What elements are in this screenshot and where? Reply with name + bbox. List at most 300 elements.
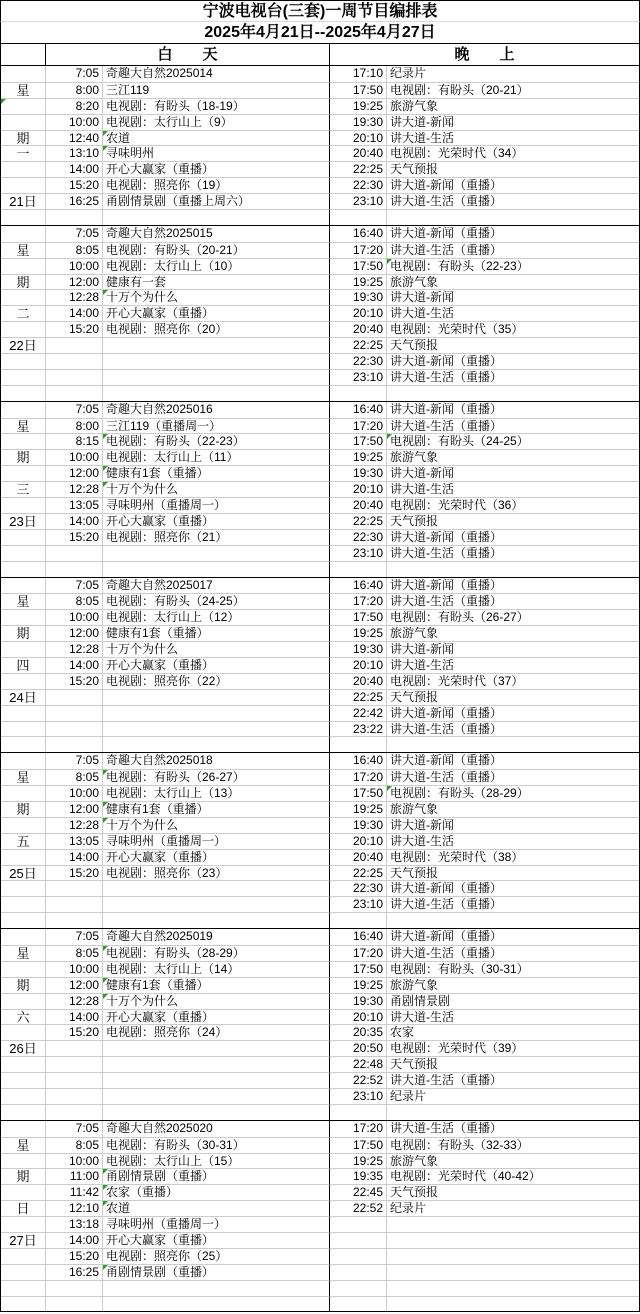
daytime-time-cell bbox=[46, 705, 103, 721]
evening-program-cell: 讲大道-新闻（重播） bbox=[387, 353, 639, 369]
daytime-time-cell: 8:05 bbox=[46, 1137, 103, 1153]
daytime-program-cell: 奇趣大自然2025014 bbox=[103, 66, 330, 82]
evening-program-cell bbox=[387, 209, 639, 225]
weekday-label-cell bbox=[1, 1280, 46, 1296]
daytime-time-cell: 12:00 bbox=[46, 801, 103, 817]
daytime-program-cell: 电视剧：有盼头（28-29） bbox=[103, 945, 330, 961]
evening-time-cell: 17:20 bbox=[330, 242, 387, 258]
daytime-time-cell bbox=[46, 912, 103, 928]
evening-program-cell: 旅游气象 bbox=[387, 977, 639, 993]
daytime-time-cell: 14:00 bbox=[46, 513, 103, 529]
daytime-time-cell: 8:00 bbox=[46, 82, 103, 98]
daytime-time-cell: 12:00 bbox=[46, 274, 103, 290]
daytime-program-cell: 开心大赢家（重播） bbox=[103, 1009, 330, 1025]
daytime-program-cell: 奇趣大自然2025020 bbox=[103, 1121, 330, 1137]
daytime-program-cell: 电视剧：太行山上（14） bbox=[103, 961, 330, 977]
evening-time-cell: 20:10 bbox=[330, 305, 387, 321]
evening-program-cell: 天气预报 bbox=[387, 865, 639, 881]
weekday-label-cell: 21日 bbox=[1, 193, 46, 209]
evening-program-cell: 讲大道-生活（重播） bbox=[387, 242, 639, 258]
weekday-label-cell: 星 bbox=[1, 593, 46, 609]
evening-time-cell: 22:52 bbox=[330, 1072, 387, 1088]
daytime-program-cell bbox=[103, 1056, 330, 1072]
daytime-time-cell: 15:20 bbox=[46, 1248, 103, 1264]
evening-program-cell bbox=[387, 1264, 639, 1280]
weekday-label-cell bbox=[1, 705, 46, 721]
daytime-program-cell: 电视剧：太行山上（10） bbox=[103, 258, 330, 274]
evening-time-cell: 20:10 bbox=[330, 833, 387, 849]
daytime-program-cell bbox=[103, 912, 330, 928]
weekday-label-cell: 23日 bbox=[1, 513, 46, 529]
evening-program-cell: 讲大道-生活 bbox=[387, 130, 639, 146]
daytime-program-cell: 开心大赢家（重播） bbox=[103, 657, 330, 673]
evening-program-cell: 讲大道-生活（重播） bbox=[387, 896, 639, 912]
daytime-program-cell: 电视剧：照亮你（19） bbox=[103, 177, 330, 193]
daytime-time-cell bbox=[46, 545, 103, 561]
evening-time-cell bbox=[330, 1104, 387, 1120]
evening-time-cell: 20:40 bbox=[330, 145, 387, 161]
daytime-time-cell bbox=[46, 337, 103, 353]
evening-time-cell: 17:20 bbox=[330, 1121, 387, 1137]
weekday-label-cell bbox=[1, 161, 46, 177]
daytime-program-cell bbox=[103, 1072, 330, 1088]
evening-time-cell: 19:25 bbox=[330, 449, 387, 465]
weekday-label-cell bbox=[1, 896, 46, 912]
evening-program-cell: 电视剧：有盼头（26-27） bbox=[387, 609, 639, 625]
daytime-time-cell: 8:05 bbox=[46, 242, 103, 258]
evening-time-cell: 20:10 bbox=[330, 130, 387, 146]
evening-program-cell: 讲大道-生活（重播） bbox=[387, 193, 639, 209]
weekday-label-cell: 26日 bbox=[1, 1040, 46, 1056]
daytime-time-cell: 14:00 bbox=[46, 1009, 103, 1025]
daytime-time-cell: 7:05 bbox=[46, 226, 103, 242]
daytime-time-cell bbox=[46, 369, 103, 385]
daytime-program-cell: 寻味明州（重播周一） bbox=[103, 1216, 330, 1232]
daytime-program-cell: 电视剧：照亮你（21） bbox=[103, 529, 330, 545]
daytime-program-cell: 电视剧：有盼头（18-19） bbox=[103, 98, 330, 114]
daytime-program-cell bbox=[103, 353, 330, 369]
evening-program-cell: 讲大道-生活（重播） bbox=[390, 1120, 502, 1135]
weekday-label-cell bbox=[1, 465, 46, 481]
daytime-program-cell: 电视剧：有盼头（20-21） bbox=[103, 242, 330, 258]
evening-time-cell: 19:30 bbox=[330, 114, 387, 130]
evening-program-cell: 旅游气象 bbox=[387, 1153, 639, 1169]
weekday-label-cell: 期 bbox=[1, 274, 46, 290]
evening-program-cell: 天气预报 bbox=[387, 337, 639, 353]
evening-time-cell: 22:30 bbox=[330, 880, 387, 896]
daytime-time-cell: 12:10 bbox=[46, 1200, 103, 1216]
evening-time-cell: 17:50 bbox=[330, 785, 387, 801]
weekday-label-cell bbox=[1, 578, 46, 594]
evening-time-cell: 16:40 bbox=[330, 402, 387, 418]
daytime-time-cell: 12:28 bbox=[46, 289, 103, 305]
evening-time-cell: 22:30 bbox=[330, 529, 387, 545]
evening-time-cell: 22:52 bbox=[330, 1200, 387, 1216]
evening-program-cell bbox=[387, 1296, 639, 1312]
daytime-program-cell: 电视剧：有盼头（26-27） bbox=[103, 769, 330, 785]
weekday-label-cell bbox=[1, 289, 46, 305]
weekday-label-cell bbox=[1, 1216, 46, 1232]
weekday-label-cell bbox=[1, 1024, 46, 1040]
daytime-time-cell: 7:05 bbox=[46, 753, 103, 769]
daytime-program-cell: 开心大赢家（重播） bbox=[103, 1232, 330, 1248]
evening-program-cell: 电视剧：光荣时代（37） bbox=[387, 673, 639, 689]
weekday-label-cell: 期 bbox=[1, 1168, 46, 1184]
weekday-label-cell bbox=[1, 1056, 46, 1072]
daytime-time-cell: 12:00 bbox=[46, 465, 103, 481]
evening-program-cell: 讲大道-生活 bbox=[387, 481, 639, 497]
evening-time-cell: 23:22 bbox=[330, 721, 387, 737]
evening-program-cell: 讲大道-生活（重播） bbox=[387, 945, 639, 961]
evening-time-cell: 20:10 bbox=[330, 1009, 387, 1025]
evening-program-cell: 旅游气象 bbox=[387, 449, 639, 465]
daytime-time-cell: 10:00 bbox=[46, 449, 103, 465]
weekday-label-cell bbox=[1, 817, 46, 833]
daytime-program-cell: 三江119 bbox=[103, 82, 330, 98]
daytime-program-cell: 健康有1套（重播） bbox=[103, 625, 330, 641]
evening-program-cell bbox=[387, 561, 639, 577]
daytime-program-cell bbox=[103, 337, 330, 353]
evening-time-cell: 22:25 bbox=[330, 337, 387, 353]
daytime-time-cell bbox=[46, 689, 103, 705]
evening-time-cell: 19:25 bbox=[330, 625, 387, 641]
evening-program-cell: 讲大道-新闻 bbox=[387, 465, 639, 481]
evening-time-cell bbox=[330, 1264, 387, 1280]
daytime-time-cell bbox=[46, 721, 103, 737]
evening-program-cell: 讲大道-新闻（重播） bbox=[390, 401, 502, 416]
daytime-program-cell bbox=[103, 736, 330, 752]
daytime-time-cell: 12:00 bbox=[46, 625, 103, 641]
daytime-time-cell: 15:20 bbox=[46, 673, 103, 689]
evening-time-cell: 23:10 bbox=[330, 1088, 387, 1104]
evening-program-cell: 电视剧：光荣时代（40-42） bbox=[387, 1168, 639, 1184]
daytime-time-cell bbox=[46, 1104, 103, 1120]
evening-time-cell: 19:30 bbox=[330, 641, 387, 657]
daytime-program-cell: 开心大赢家（重播） bbox=[103, 161, 330, 177]
evening-program-cell: 讲大道-生活（重播） bbox=[387, 593, 639, 609]
evening-time-cell: 23:10 bbox=[330, 369, 387, 385]
weekday-label-cell bbox=[1, 226, 46, 242]
weekday-label-cell: 24日 bbox=[1, 689, 46, 705]
evening-time-cell: 17:10 bbox=[330, 66, 387, 82]
daytime-time-cell: 12:00 bbox=[46, 977, 103, 993]
weekday-label-cell bbox=[1, 209, 46, 225]
evening-time-cell: 19:25 bbox=[330, 98, 387, 114]
daytime-program-cell: 电视剧：照亮你（23） bbox=[103, 865, 330, 881]
evening-program-cell: 天气预报 bbox=[387, 1184, 639, 1200]
daytime-time-cell: 14:00 bbox=[46, 305, 103, 321]
evening-time-cell: 22:25 bbox=[330, 689, 387, 705]
daytime-program-cell: 农家（重播） bbox=[103, 1184, 330, 1200]
day-block-26日 bbox=[0, 929, 640, 1121]
daytime-program-cell: 电视剧：有盼头（22-23） bbox=[103, 433, 330, 449]
evening-time-cell: 23:10 bbox=[330, 193, 387, 209]
weekday-label-cell bbox=[1, 1153, 46, 1169]
daytime-time-cell: 15:20 bbox=[46, 529, 103, 545]
daytime-program-cell bbox=[103, 1104, 330, 1120]
evening-program-cell: 旅游气象 bbox=[387, 625, 639, 641]
weekday-label-cell: 27日 bbox=[1, 1232, 46, 1248]
evening-program-cell: 讲大道-新闻 bbox=[387, 114, 639, 130]
daytime-time-cell: 10:00 bbox=[46, 961, 103, 977]
weekday-label-cell bbox=[1, 1264, 46, 1280]
daytime-time-cell bbox=[46, 1072, 103, 1088]
daytime-time-cell: 11:42 bbox=[46, 1184, 103, 1200]
daytime-program-cell bbox=[103, 880, 330, 896]
daytime-program-cell: 甬剧情景剧（重播） bbox=[103, 1168, 330, 1184]
evening-time-cell bbox=[330, 1280, 387, 1296]
evening-time-cell: 23:10 bbox=[330, 896, 387, 912]
daytime-program-cell bbox=[103, 1040, 330, 1056]
evening-time-cell: 17:20 bbox=[330, 769, 387, 785]
evening-time-cell: 19:30 bbox=[330, 817, 387, 833]
evening-time-cell: 20:40 bbox=[330, 321, 387, 337]
weekday-label-cell bbox=[1, 1088, 46, 1104]
evening-time-cell: 17:20 bbox=[330, 593, 387, 609]
weekday-label-cell bbox=[1, 912, 46, 928]
daytime-program-cell bbox=[103, 561, 330, 577]
evening-program-cell: 电视剧：光荣时代（35） bbox=[387, 321, 639, 337]
schedule-body bbox=[0, 66, 640, 1312]
weekday-label-cell bbox=[1, 433, 46, 449]
daytime-time-cell: 16:25 bbox=[46, 1264, 103, 1280]
daytime-time-cell bbox=[46, 209, 103, 225]
daytime-program-cell bbox=[103, 1088, 330, 1104]
weekday-label-cell bbox=[1, 561, 46, 577]
evening-program-cell: 天气预报 bbox=[387, 1056, 639, 1072]
evening-time-cell: 22:42 bbox=[330, 705, 387, 721]
daytime-time-cell: 12:28 bbox=[46, 817, 103, 833]
daytime-time-cell bbox=[46, 1088, 103, 1104]
weekday-label-cell bbox=[1, 753, 46, 769]
evening-program-cell bbox=[387, 736, 639, 752]
daytime-time-cell: 7:05 bbox=[46, 1121, 103, 1137]
evening-program-cell: 讲大道-生活（重播） bbox=[387, 721, 639, 737]
daytime-time-cell: 15:20 bbox=[46, 177, 103, 193]
weekday-label-cell: 25日 bbox=[1, 865, 46, 881]
evening-program-cell: 讲大道-生活（重播） bbox=[387, 1072, 639, 1088]
evening-program-cell: 讲大道-生活（重播） bbox=[387, 369, 639, 385]
evening-program-cell: 电视剧：光荣时代（38） bbox=[387, 849, 639, 865]
evening-program-cell: 讲大道-新闻 bbox=[387, 289, 639, 305]
weekday-label-cell bbox=[1, 929, 46, 945]
daytime-program-cell: 电视剧：照亮你（22） bbox=[103, 673, 330, 689]
evening-time-cell: 20:40 bbox=[330, 673, 387, 689]
weekday-label-cell: 星 bbox=[1, 242, 46, 258]
daytime-program-cell: 寻味明州 bbox=[103, 145, 330, 161]
daytime-program-cell: 开心大赢家（重播） bbox=[103, 513, 330, 529]
weekday-label-cell: 星 bbox=[1, 418, 46, 434]
daytime-program-cell: 开心大赢家（重播） bbox=[103, 849, 330, 865]
page-title: 宁波电视台(三套)一周节目编排表 bbox=[0, 0, 640, 22]
evening-time-cell: 17:50 bbox=[330, 433, 387, 449]
evening-time-cell bbox=[330, 209, 387, 225]
weekday-label-cell: 四 bbox=[1, 657, 46, 673]
evening-program-cell bbox=[387, 1232, 639, 1248]
daytime-program-cell bbox=[103, 209, 330, 225]
daytime-program-cell: 奇趣大自然2025017 bbox=[103, 578, 330, 594]
evening-time-cell: 19:30 bbox=[330, 465, 387, 481]
daytime-program-cell: 三江119（重播周一） bbox=[103, 418, 330, 434]
day-block-21日 bbox=[0, 66, 640, 226]
evening-program-cell: 旅游气象 bbox=[387, 98, 639, 114]
weekday-label-cell bbox=[1, 721, 46, 737]
header-day-column-spacer bbox=[1, 44, 46, 65]
evening-program-cell: 电视剧：光荣时代（39） bbox=[387, 1040, 639, 1056]
daytime-program-cell bbox=[103, 1280, 330, 1296]
daytime-program-cell: 电视剧：照亮你（20） bbox=[103, 321, 330, 337]
evening-time-cell: 20:40 bbox=[330, 497, 387, 513]
weekday-label-cell: 期 bbox=[1, 130, 46, 146]
evening-program-cell: 电视剧：有盼头（32-33） bbox=[387, 1137, 639, 1153]
evening-time-cell: 17:20 bbox=[330, 418, 387, 434]
weekday-label-cell bbox=[1, 177, 46, 193]
daytime-time-cell: 10:00 bbox=[46, 1153, 103, 1169]
daytime-time-cell: 12:28 bbox=[46, 641, 103, 657]
daytime-time-cell: 13:05 bbox=[46, 497, 103, 513]
evening-time-cell: 20:35 bbox=[330, 1024, 387, 1040]
evening-program-cell: 纪录片 bbox=[387, 1200, 639, 1216]
evening-time-cell: 19:25 bbox=[330, 1153, 387, 1169]
weekday-label-cell bbox=[1, 1184, 46, 1200]
day-block-22日 bbox=[0, 226, 640, 402]
daytime-time-cell: 14:00 bbox=[46, 1232, 103, 1248]
daytime-program-cell bbox=[103, 1296, 330, 1312]
weekday-label-cell bbox=[1, 385, 46, 401]
daytime-program-cell: 寻味明州（重播周一） bbox=[103, 833, 330, 849]
evening-program-cell bbox=[387, 1248, 639, 1264]
weekday-label-cell bbox=[1, 321, 46, 337]
daytime-time-cell bbox=[46, 1040, 103, 1056]
evening-program-cell bbox=[387, 1280, 639, 1296]
daytime-program-cell bbox=[103, 721, 330, 737]
daytime-time-cell bbox=[46, 880, 103, 896]
evening-time-cell: 22:45 bbox=[330, 1184, 387, 1200]
weekday-label-cell bbox=[1, 1104, 46, 1120]
daytime-program-cell: 寻味明州（重播周一） bbox=[103, 497, 330, 513]
evening-time-cell: 16:40 bbox=[330, 578, 387, 594]
daytime-program-cell: 十万个为什么 bbox=[103, 481, 330, 497]
day-block-24日 bbox=[0, 578, 640, 754]
weekday-label-cell bbox=[1, 66, 46, 82]
evening-program-cell: 电视剧：有盼头（28-29） bbox=[387, 785, 639, 801]
daytime-time-cell: 12:40 bbox=[46, 130, 103, 146]
evening-time-cell: 17:50 bbox=[330, 82, 387, 98]
evening-time-cell: 22:30 bbox=[330, 353, 387, 369]
daytime-program-cell: 甬剧情景剧（重播） bbox=[103, 1264, 330, 1280]
weekday-label-cell bbox=[1, 529, 46, 545]
evening-time-cell: 19:30 bbox=[330, 289, 387, 305]
evening-program-cell: 农家 bbox=[387, 1024, 639, 1040]
evening-program-cell: 讲大道-新闻 bbox=[387, 817, 639, 833]
evening-time-cell: 20:40 bbox=[330, 849, 387, 865]
weekday-label-cell: 六 bbox=[1, 1009, 46, 1025]
weekday-label-cell bbox=[1, 641, 46, 657]
weekday-label-cell bbox=[1, 353, 46, 369]
evening-program-cell: 讲大道-新闻（重播） bbox=[390, 929, 502, 944]
daytime-time-cell: 8:20 bbox=[46, 98, 103, 114]
evening-time-cell: 19:25 bbox=[330, 801, 387, 817]
evening-time-cell bbox=[330, 385, 387, 401]
header-evening: 晚 上 bbox=[454, 46, 515, 63]
daytime-program-cell: 十万个为什么 bbox=[103, 641, 330, 657]
evening-time-cell: 22:25 bbox=[330, 865, 387, 881]
evening-time-cell: 20:10 bbox=[330, 657, 387, 673]
daytime-program-cell: 十万个为什么 bbox=[103, 289, 330, 305]
weekday-label-cell bbox=[1, 961, 46, 977]
daytime-program-cell bbox=[103, 385, 330, 401]
daytime-program-cell: 电视剧：照亮你（24） bbox=[103, 1024, 330, 1040]
weekday-label-cell bbox=[1, 849, 46, 865]
weekday-label-cell: 期 bbox=[1, 449, 46, 465]
daytime-time-cell: 10:00 bbox=[46, 609, 103, 625]
evening-program-cell: 讲大道-新闻（重播） bbox=[387, 705, 639, 721]
daytime-program-cell: 电视剧：太行山上（11） bbox=[103, 449, 330, 465]
evening-time-cell bbox=[330, 561, 387, 577]
weekday-label-cell bbox=[1, 1121, 46, 1137]
daytime-time-cell: 14:00 bbox=[46, 849, 103, 865]
column-header-row bbox=[0, 44, 640, 66]
daytime-time-cell: 7:05 bbox=[46, 402, 103, 418]
evening-program-cell: 天气预报 bbox=[387, 513, 639, 529]
daytime-program-cell: 健康有1套（重播） bbox=[103, 977, 330, 993]
weekday-label-cell bbox=[1, 736, 46, 752]
daytime-program-cell: 奇趣大自然2025016 bbox=[103, 402, 330, 418]
evening-time-cell: 19:30 bbox=[330, 993, 387, 1009]
weekday-label-cell bbox=[1, 609, 46, 625]
weekday-label-cell: 一 bbox=[1, 145, 46, 161]
weekday-label-cell: 期 bbox=[1, 801, 46, 817]
weekday-label-cell bbox=[1, 114, 46, 130]
day-block-23日 bbox=[0, 402, 640, 578]
evening-time-cell: 22:30 bbox=[330, 177, 387, 193]
daytime-time-cell: 12:28 bbox=[46, 481, 103, 497]
daytime-time-cell: 10:00 bbox=[46, 258, 103, 274]
weekday-label-cell bbox=[1, 402, 46, 418]
evening-time-cell bbox=[330, 912, 387, 928]
daytime-time-cell bbox=[46, 561, 103, 577]
evening-time-cell: 23:10 bbox=[330, 545, 387, 561]
daytime-time-cell: 12:28 bbox=[46, 993, 103, 1009]
evening-program-cell: 电视剧：光荣时代（36） bbox=[387, 497, 639, 513]
weekday-label-cell bbox=[1, 1248, 46, 1264]
daytime-program-cell: 电视剧：有盼头（24-25） bbox=[103, 593, 330, 609]
evening-program-cell: 讲大道-新闻（重播） bbox=[387, 529, 639, 545]
evening-time-cell: 17:50 bbox=[330, 258, 387, 274]
weekday-label-cell bbox=[1, 1296, 46, 1312]
daytime-program-cell bbox=[103, 689, 330, 705]
daytime-program-cell: 甬剧情景剧（重播上周六） bbox=[103, 193, 330, 209]
evening-program-cell bbox=[387, 1104, 639, 1120]
weekday-label-cell bbox=[1, 98, 46, 114]
daytime-time-cell: 8:05 bbox=[46, 593, 103, 609]
date-range: 2025年4月21日--2025年4月27日 bbox=[0, 22, 640, 44]
evening-time-cell bbox=[330, 736, 387, 752]
daytime-program-cell: 农道 bbox=[103, 130, 330, 146]
header-daytime: 白 天 bbox=[46, 44, 330, 65]
daytime-program-cell: 电视剧：太行山上（9） bbox=[103, 114, 330, 130]
daytime-program-cell: 电视剧：太行山上（13） bbox=[103, 785, 330, 801]
daytime-program-cell: 奇趣大自然2025018 bbox=[103, 753, 330, 769]
daytime-time-cell: 8:05 bbox=[46, 945, 103, 961]
evening-time-cell: 22:25 bbox=[330, 161, 387, 177]
evening-time-cell: 17:50 bbox=[330, 961, 387, 977]
evening-time-cell: 17:50 bbox=[330, 609, 387, 625]
weekday-label-cell bbox=[1, 545, 46, 561]
evening-program-cell: 讲大道-新闻（重播） bbox=[390, 225, 502, 240]
evening-time-cell: 16:40 bbox=[330, 226, 387, 242]
evening-time-cell: 16:40 bbox=[330, 753, 387, 769]
